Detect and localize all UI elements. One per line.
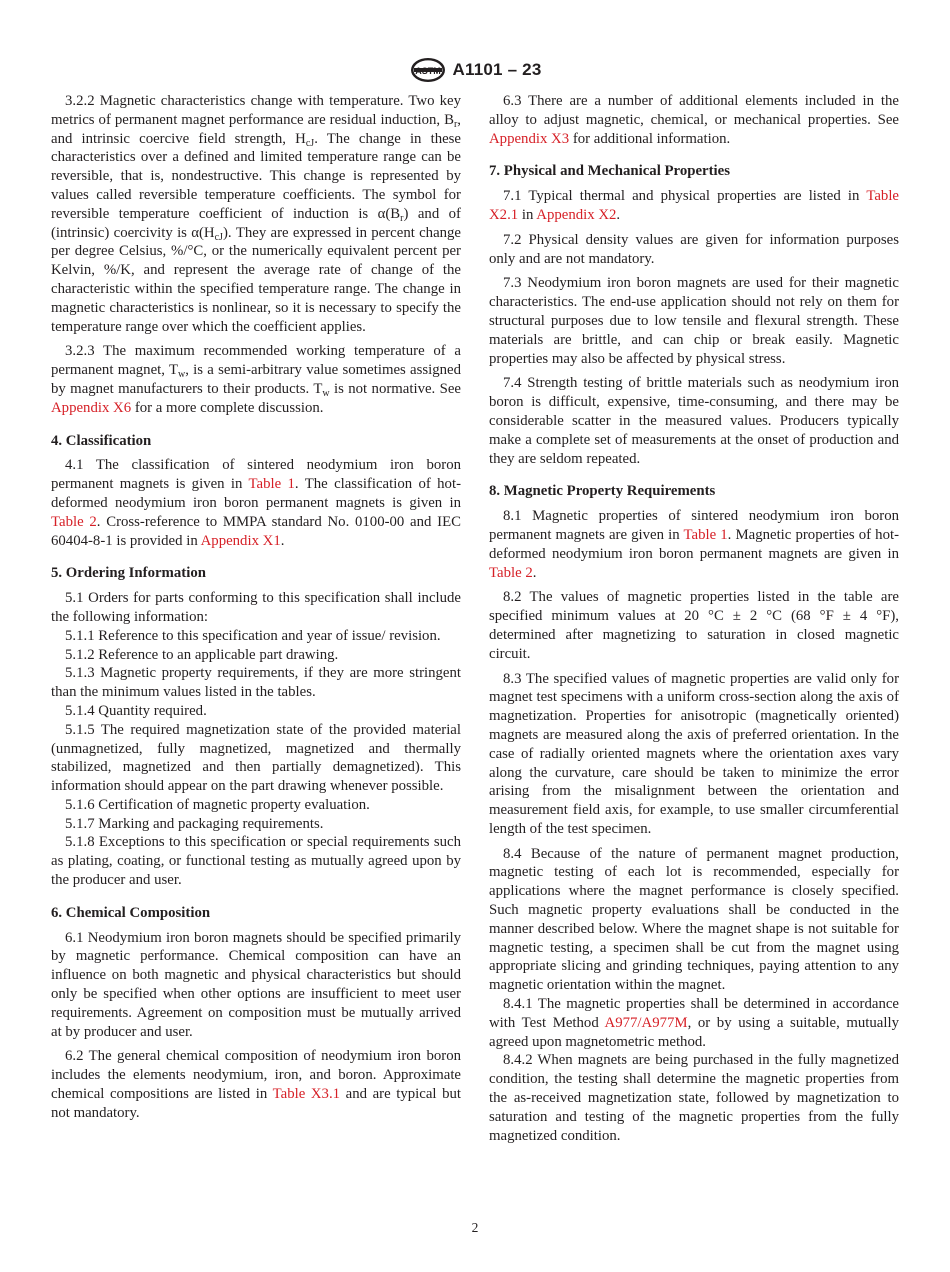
table-2-link[interactable]: Table 2 [51, 513, 97, 530]
table-x3-1-link[interactable]: Table X3.1 [272, 1086, 341, 1103]
section-7-heading: 7. Physical and Mechanical Properties [489, 163, 730, 180]
table-1-link[interactable]: Table 1 [248, 476, 295, 493]
section-8-heading: 8. Magnetic Property Requirements [489, 483, 716, 500]
paragraph-6-3: 6.3 There are a number of additional elements included in the alloy to adjust magnetic, chemical, or mechanical properties. See Appendix X3 for additional information. [489, 93, 899, 147]
section-6-heading: 6. Chemical Composition [51, 904, 211, 921]
table-x2-1-link[interactable]: Table X2.1 [489, 188, 899, 223]
paragraph-5-1-5: 5.1.5 The required magnetization state of the provided material (unmagnetized, fully magnetized, magnetized and thermally stabilized, magnetized and then partially demagnetized). This information should appear on the part drawing whenever possible. [51, 721, 461, 795]
paragraph-8-3: 8.3 The specified values of magnetic properties are valid only for magnet test specimens with a uniform cross-section along the axis of magnetization. Properties for anisotropic (magnetically oriented) magnets are measured along the axis of preferred orientation. In the case of radially oriented magnets where the orientation axes vary along the curvature, care should be taken to minimize the error arising from the misalignment between the orientation and measurement field axis, for example, to use smaller circumferential length of the test specimen. [489, 670, 899, 837]
document-number: A1101 – 23 [452, 60, 542, 79]
paragraph-8-1: 8.1 Magnetic properties of sintered neodymium iron boron permanent magnets are given in Table 1. Magnetic properties of hot-deformed neodymium iron boron permanent magnets are given in Table 2. [489, 508, 900, 581]
appendix-x3-link[interactable]: Appendix X3 [489, 130, 570, 147]
paragraph-7-1: 7.1 Typical thermal and physical properties are listed in Table X2.1 in Appendix X2. [489, 188, 899, 223]
paragraph-7-4: 7.4 Strength testing of brittle materials such as neodymium iron boron is difficult, expensive, time-consuming, and there may be considerable scatter in the measured values. Producers typically make a complete set of measurements at the onset of production and they are seldom repeated. [489, 375, 899, 467]
paragraph-8-2: 8.2 The values of magnetic properties listed in the table are specified minimum values at 20 °C ± 2 °C (68 °F ± 4 °F), determined after magnetizing to saturation in closed magnetic circuit. [489, 589, 899, 662]
appendix-x1-link[interactable]: Appendix X1 [200, 532, 281, 549]
paragraph-7-3: 7.3 Neodymium iron boron magnets are used for their magnetic characteristics. The end-use application should not rely on them for structural purposes due to low tensile and flexural strength. These materials are brittle, and can chip or break easily. Magnetic properties may also be affected by physical stress. [489, 275, 899, 367]
paragraph-6-2: 6.2 The general chemical composition of neodymium iron boron includes the elements neodymium, iron, and boron. Approximate chemical compositions are listed in Table X3.1 and are typical but not mandatory. [51, 1048, 461, 1121]
appendix-x6-link[interactable]: Appendix X6 [51, 399, 132, 416]
right-column [489, 92, 899, 1151]
astm-logo-icon [409, 56, 447, 84]
appendix-x2-link[interactable]: Appendix X2 [536, 206, 617, 223]
paragraph-8-4: 8.4 Because of the nature of permanent magnet production, magnetic testing of each lot is recommended, especially for applications where the magnet performance is closely specified. Such magnetic property evaluations shall be conducted in the manner described below. Where the magnet shape is not suitable for magnetic testing, a specimen shall be cut from the magnet using appropriate slicing and grinding techniques, paying attention to any magnetic orientation within the magnet. [489, 845, 899, 994]
a977-test-method-link[interactable]: A977/A977M [604, 1014, 688, 1031]
paragraph-8-4-2: 8.4.2 When magnets are being purchased in the fully magnetized condition, the testing shall determine the magnetic properties from the as-received magnetization state, followed by magnetization to saturation and testing of the magnetic properties from the fully magnetized condition. [489, 1052, 899, 1144]
paragraph-6-1: 6.1 Neodymium iron boron magnets should be specified primarily by magnetic performance. Chemical composition can have an influence on both magnetic and physical characteristics but should only be specified when other options are insufficient to meet user requirements. Agreement on composition must be mutually arrived at by producer and user. [51, 929, 461, 1040]
paragraph-3-2-2: 3.2.2 Magnetic characteristics change with temperature. Two key metrics of permanent magnet performance are residual induction, $B_r$, and intrinsic coercive field strength, $H_{cJ}$. The change in these characteristics over a defined and limited temperature range can be reversible, that is, nondestructive. This change is represented by values called reversible temperature coefficients. The symbol for reversible temperature coefficient of induction is $\alpha(B_r)$ and of (intrinsic) coercivity is $\alpha(H_{cJ})$. They are expressed in percent change per degree Celsius, %/°C, or the numerically equivalent percent per Kelvin, %/K, and represent the average rate of change of the characteristic within the specified temperature range. The change in magnetic characteristics is nonlinear, so it is necessary to specify the temperature range over which the coefficient applies. [51, 93, 462, 335]
paragraph-8-4-1: 8.4.1 The magnetic properties shall be determined in accordance with Test Method A977/A977M, or by using a suitable, mutually agreed upon magnetometric method. [489, 996, 899, 1050]
paragraph-5-1-3: 5.1.3 Magnetic property requirements, if they are more stringent than the minimum values listed in the tables. [51, 665, 461, 701]
paragraph-5-1-8: 5.1.8 Exceptions to this specification or special requirements such as plating, coating, or functional testing as mutually agreed upon by the producer and user. [51, 834, 461, 889]
paragraph-5-1-1: 5.1.1 Reference to this specification and year of issue/ revision. [65, 627, 441, 644]
page-header [0, 52, 950, 88]
table-2-link[interactable]: Table 2 [489, 564, 533, 581]
left-column [51, 92, 461, 1129]
paragraph-3-2-3: 3.2.3 The maximum recommended working temperature of a permanent magnet, $T_w$, is a semi-arbitrary value sometimes assigned by magnet manufacturers to their products. $T_w$ is not normative. See Appendix X6 for a more complete discussion. [51, 343, 461, 416]
paragraph-5-1: 5.1 Orders for parts conforming to this specification shall include the following information: [51, 590, 461, 625]
section-5-heading: 5. Ordering Information [51, 565, 206, 582]
astm-logo-text: ASTM [414, 66, 441, 76]
paragraph-4-1: 4.1 The classification of sintered neodymium iron boron permanent magnets is given in Table 1. The classification of hot-deformed neodymium iron boron permanent magnets is given in Table 2. Cross-reference to MMPA standard No. 0100-00 and IEC 60404-8-1 is provided in Appendix X1. [51, 457, 461, 549]
paragraph-5-1-4: 5.1.4 Quantity required. [65, 702, 207, 719]
page-number: 2 [471, 1220, 479, 1235]
paragraph-5-1-2: 5.1.2 Reference to an applicable part drawing. [65, 646, 339, 663]
table-1-link[interactable]: Table 1 [683, 526, 728, 543]
section-4-heading: 4. Classification [51, 432, 152, 449]
paragraph-5-1-7: 5.1.7 Marking and packaging requirements. [65, 815, 324, 832]
paragraph-7-2: 7.2 Physical density values are given for information purposes only and are not mandatory. [489, 231, 899, 267]
paragraph-5-1-6: 5.1.6 Certification of magnetic property evaluation. [65, 796, 370, 813]
